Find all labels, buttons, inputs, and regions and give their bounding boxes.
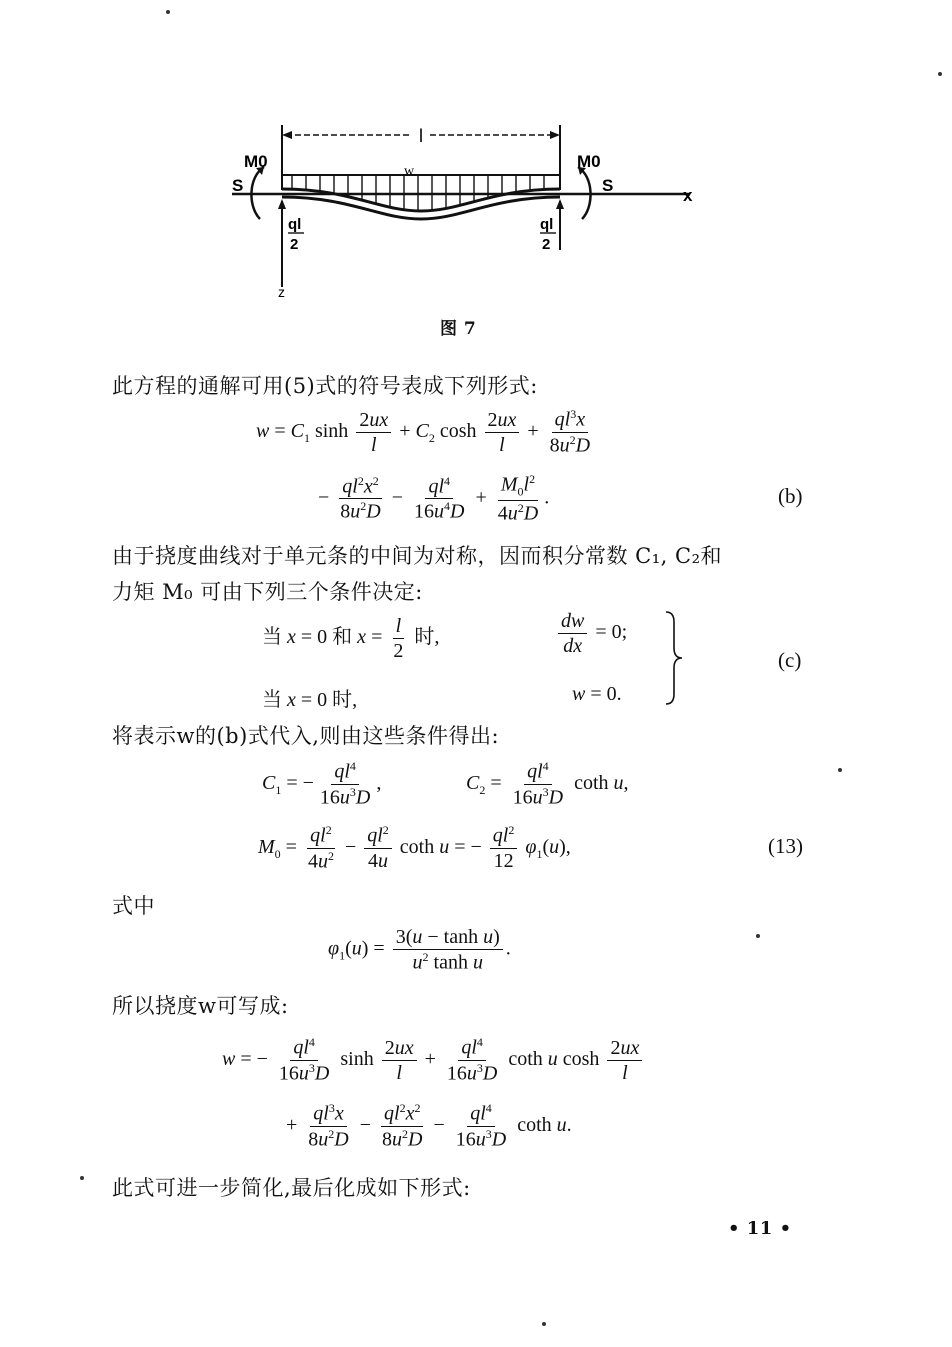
equation-13-number: (13) bbox=[768, 834, 803, 858]
equation-w-line1: w = − $\frac{ql^4}{16u^3D}$ sinh $\frac{2ux}{l}$ + $\frac{ql^4}{16u^3D}$ coth u cosh $\frac{2ux}{l}$ bbox=[222, 1036, 645, 1084]
paragraph-3: 将表示w的(b)式代入,则由这些条件得出: bbox=[112, 724, 500, 748]
figure-caption: 图 7 bbox=[440, 319, 477, 339]
equation-b-number: (b) bbox=[778, 484, 803, 508]
equation-c2: $C_2$ = $\frac{ql^4}{16u^3D}$ coth u, bbox=[466, 759, 629, 809]
deflection-label: w bbox=[404, 164, 415, 179]
condition-line1: 当 x = 0 和 x = $\frac{l}{2}$ 时, bbox=[262, 615, 440, 662]
paragraph-1: 此方程的通解可用(5)式的符号表成下列形式: bbox=[112, 374, 538, 398]
paragraph-5: 所以挠度w可写成: bbox=[112, 994, 289, 1018]
page-number: • 11 • bbox=[728, 1218, 792, 1239]
reaction-right-den: 2 bbox=[542, 236, 551, 253]
force-right-label: S bbox=[602, 176, 614, 195]
moment-left-label: M0 bbox=[244, 152, 268, 171]
equation-b-line2: − $\frac{ql^2x^2}{8u^2D}$ − $\frac{ql^4}{16u^4D}$ + $\frac{M_0l^2}{4u^2D}$ . bbox=[318, 472, 550, 525]
condition-c-number: (c) bbox=[778, 648, 802, 672]
z-axis-label: z bbox=[278, 284, 285, 300]
equation-13: $M_0$ = $\frac{ql^2}{4u^2}$ − $\frac{ql^2}{4u}$ coth u = − $\frac{ql^2}{12}$ $\varphi_1(u)$, bbox=[258, 823, 571, 873]
reaction-left-num: ql bbox=[288, 216, 302, 233]
equation-c1: $C_1$ = − $\frac{ql^4}{16u^3D}$ , bbox=[262, 759, 382, 809]
force-left-label: S bbox=[232, 176, 244, 195]
equation-w-line2: + $\frac{ql^3x}{8u^2D}$ − $\frac{ql^2x^2}{8u^2D}$ − $\frac{ql^4}{16u^3D}$ coth u. bbox=[286, 1101, 572, 1151]
scan-speck bbox=[80, 1176, 84, 1180]
equation-b-line1: $w = C_1$ sinh $\frac{2ux}{l}$ + $C_2$ cosh $\frac{2ux}{l}$ + $\frac{ql^3x}{8u^2D}$ bbox=[256, 407, 591, 457]
equation-phi1: $\varphi_1(u)$ = $\frac{\text{3(u − tanh u)}}{u^2 \tanh u}$ . bbox=[328, 926, 511, 974]
scan-speck bbox=[756, 934, 760, 938]
scan-speck bbox=[166, 10, 170, 14]
moment-right-label: M0 bbox=[577, 152, 601, 171]
paragraph-6: 此式可进一步简化,最后化成如下形式: bbox=[112, 1176, 471, 1200]
length-label: l bbox=[419, 126, 423, 146]
reaction-left-den: 2 bbox=[290, 236, 299, 253]
condition-w-zero: w = 0. bbox=[572, 683, 622, 705]
condition-line2: 当 x = 0 时, bbox=[262, 689, 358, 711]
paragraph-2-line1: 由于挠度曲线对于单元条的中间为对称，因而积分常数 C₁, C₂和 bbox=[112, 544, 722, 568]
paragraph-2-line2: 力矩 M₀ 可由下列三个条件决定: bbox=[112, 580, 423, 604]
condition-dwdx: $\frac{dw}{dx}$ = 0; bbox=[555, 610, 627, 657]
condition-brace bbox=[664, 610, 684, 706]
paragraph-4: 式中 bbox=[112, 894, 155, 918]
beam-figure bbox=[220, 115, 710, 305]
reaction-right-num: ql bbox=[540, 216, 554, 233]
scan-speck bbox=[542, 1322, 546, 1326]
x-axis-label: x bbox=[683, 186, 693, 205]
scan-speck bbox=[938, 72, 942, 76]
scan-speck bbox=[838, 768, 842, 772]
